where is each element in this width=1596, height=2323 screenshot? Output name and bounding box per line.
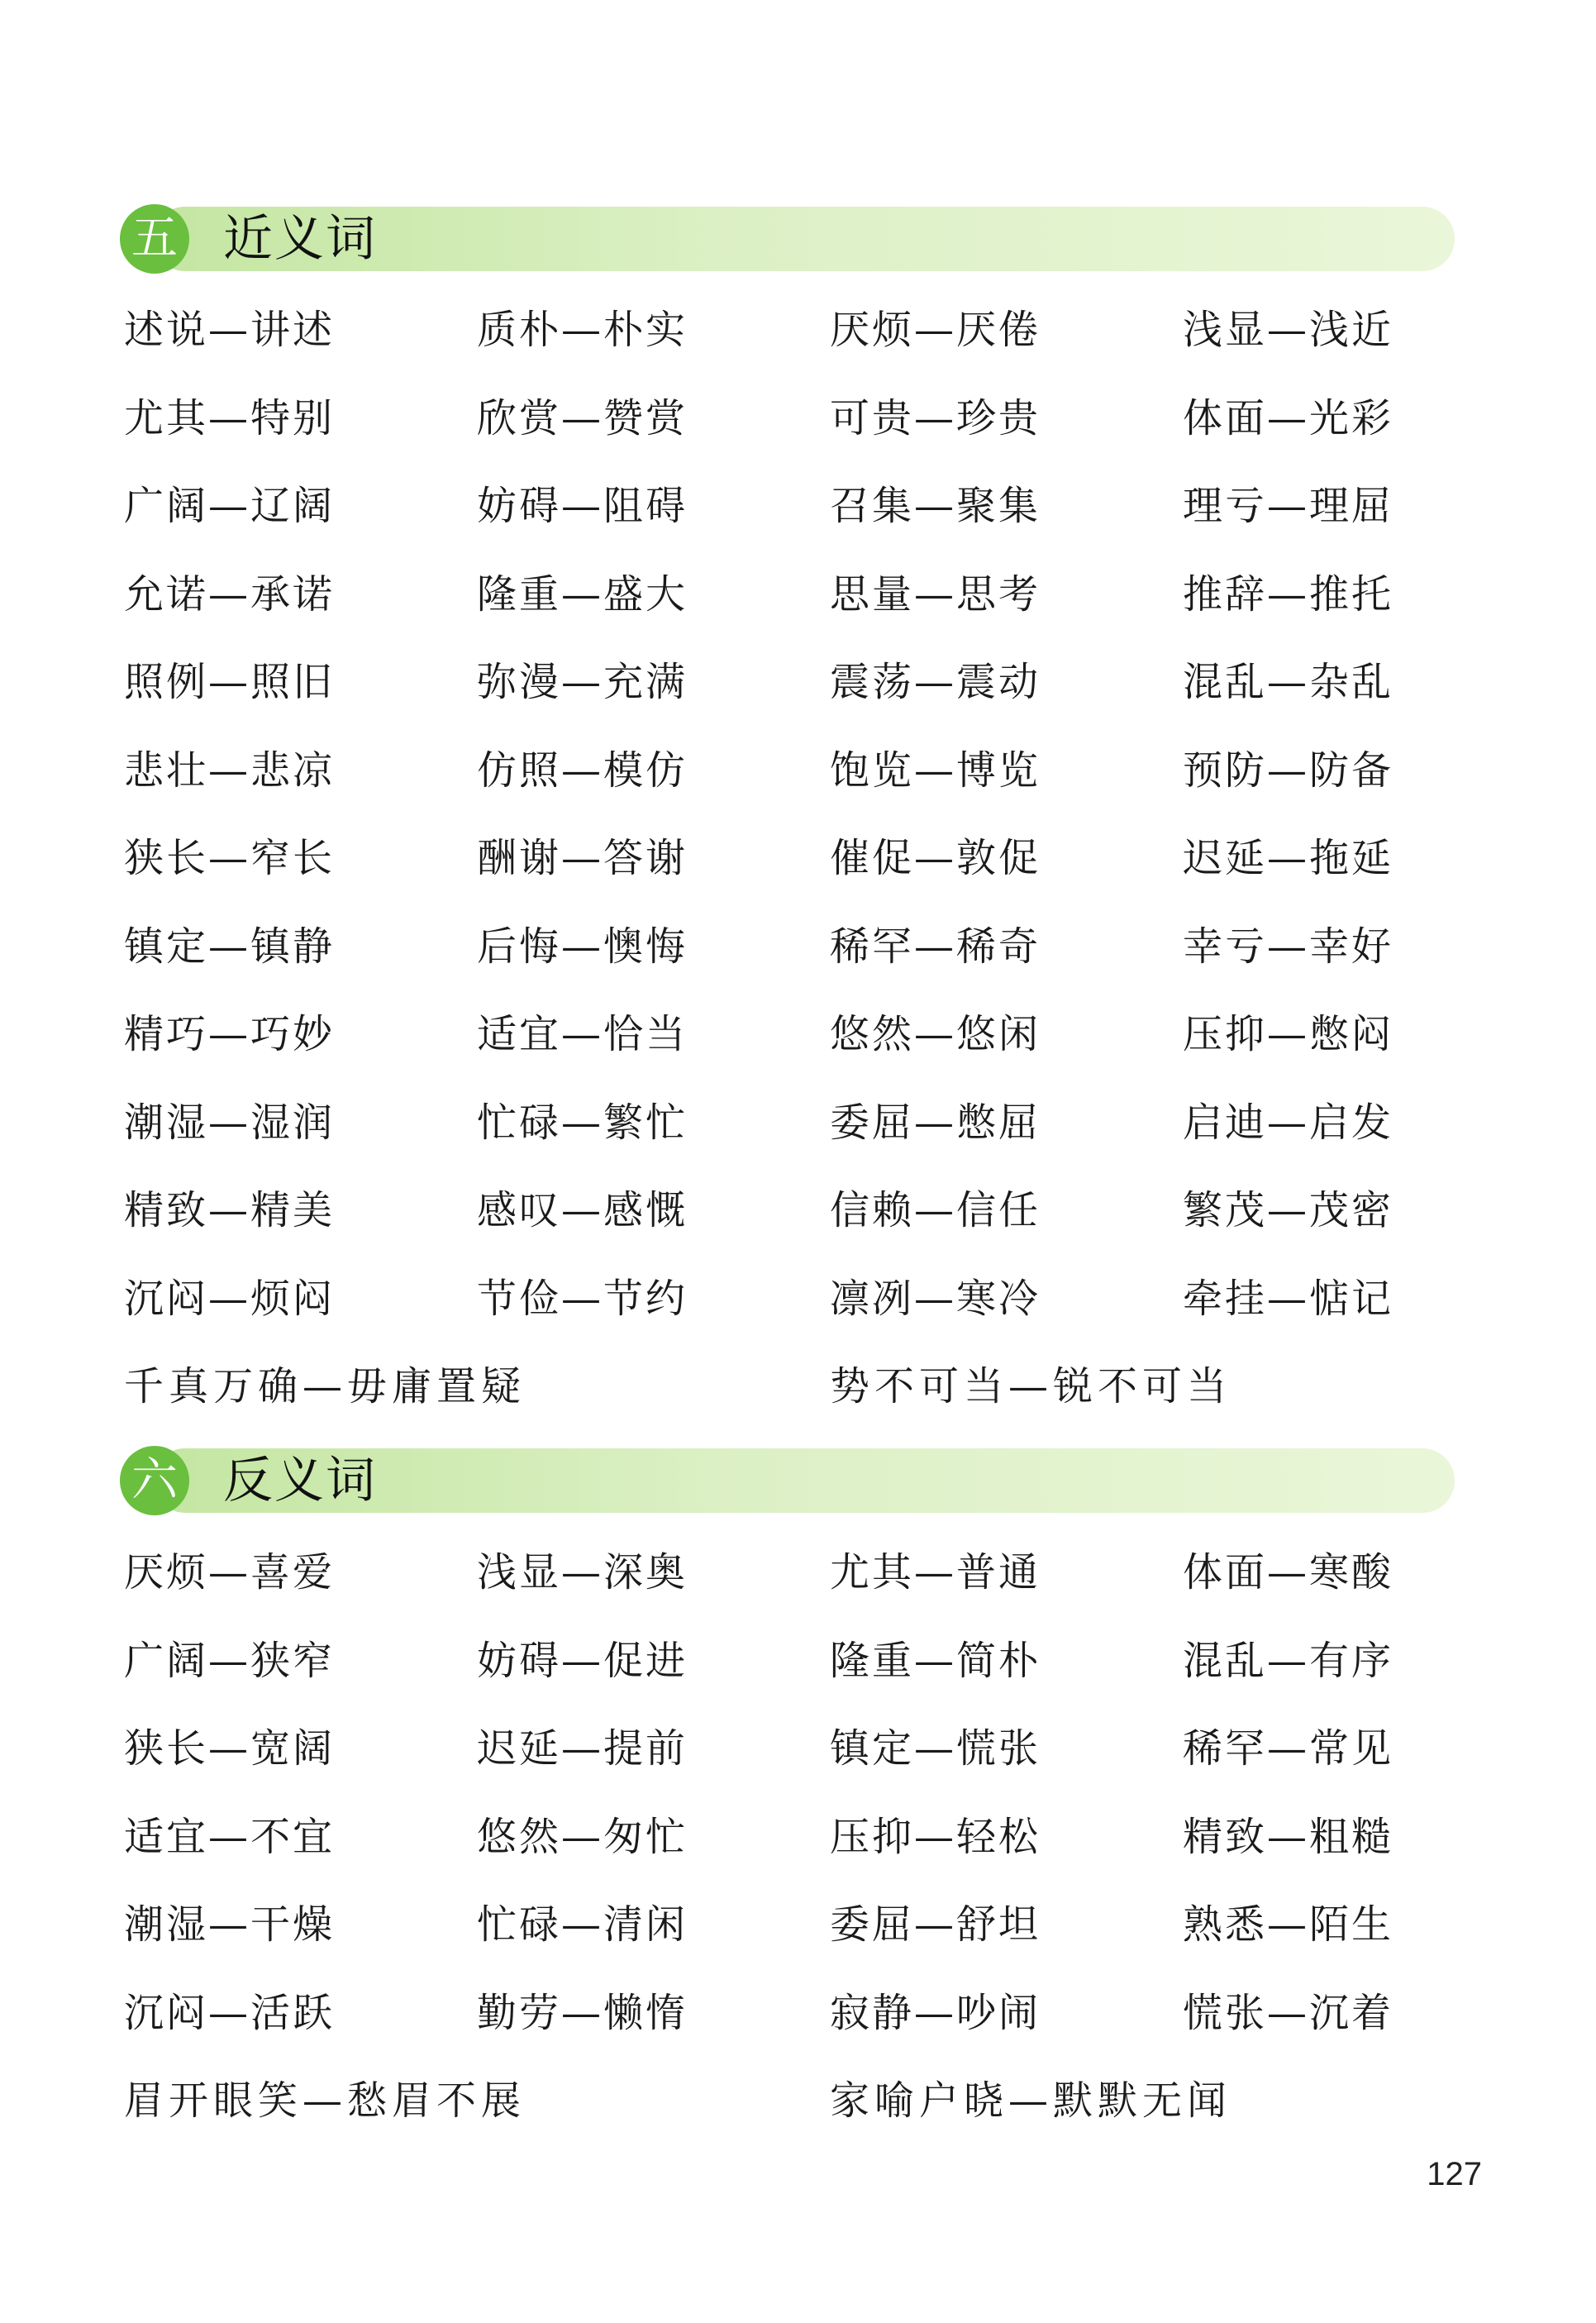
section-header-synonyms xyxy=(120,207,1455,271)
antonym-pair: 悠然—匆忙 xyxy=(477,1813,688,1860)
synonym-pair: 召集—聚集 xyxy=(830,483,1041,529)
synonym-pair: 悠然—悠闲 xyxy=(830,1011,1041,1057)
antonym-pair: 广阔—狭窄 xyxy=(124,1637,336,1684)
antonym-pair: 沉闷—活跃 xyxy=(124,1989,336,2036)
synonym-pair: 幸亏—幸好 xyxy=(1183,923,1394,970)
synonym-pair: 妨碍—阻碍 xyxy=(477,483,688,529)
section-title: 反义词 xyxy=(223,1452,377,1510)
synonym-pair: 凛冽—寒冷 xyxy=(830,1275,1041,1322)
synonym-pair: 混乱—杂乱 xyxy=(1183,659,1394,705)
antonym-pair: 寂静—吵闹 xyxy=(830,1989,1041,2036)
synonym-pair: 迟延—拖延 xyxy=(1183,835,1394,881)
synonym-pair: 质朴—朴实 xyxy=(477,307,688,353)
antonym-pair: 混乱—有序 xyxy=(1183,1637,1394,1684)
synonym-pair: 体面—光彩 xyxy=(1183,394,1394,441)
section-title: 近义词 xyxy=(223,210,377,268)
synonym-pair: 允诺—承诺 xyxy=(124,570,336,618)
synonym-pair: 浅显—浅近 xyxy=(1183,307,1394,353)
synonym-pair: 预防—防备 xyxy=(1183,747,1394,794)
synonym-pair: 弥漫—充满 xyxy=(477,659,688,705)
antonym-pair: 勤劳—懒惰 xyxy=(477,1989,688,2036)
synonym-pair: 委屈—憋屈 xyxy=(830,1099,1041,1146)
antonym-idiom-row xyxy=(124,2057,1446,2145)
synonym-pair: 压抑—憋闷 xyxy=(1183,1011,1394,1057)
synonym-pair: 信赖—信任 xyxy=(830,1187,1041,1233)
antonym-pair: 隆重—简朴 xyxy=(830,1637,1041,1684)
synonym-pair: 稀罕—稀奇 xyxy=(830,923,1041,970)
antonym-pair: 厌烦—喜爱 xyxy=(124,1549,336,1596)
synonym-pair: 精致—精美 xyxy=(124,1187,336,1233)
antonym-grid xyxy=(124,1529,1413,2057)
antonym-pair: 体面—寒酸 xyxy=(1183,1549,1394,1596)
synonym-pair: 潮湿—湿润 xyxy=(124,1099,336,1146)
antonym-pair: 迟延—提前 xyxy=(477,1725,688,1772)
synonym-pair: 适宜—恰当 xyxy=(477,1011,688,1057)
antonym-pair: 委屈—舒坦 xyxy=(830,1901,1041,1948)
synonym-pair: 节俭—节约 xyxy=(477,1275,688,1322)
antonym-pair: 熟悉—陌生 xyxy=(1183,1901,1394,1948)
synonym-pair: 沉闷—烦闷 xyxy=(124,1275,336,1322)
antonym-pair: 稀罕—常见 xyxy=(1183,1725,1394,1772)
synonym-pair: 悲壮—悲凉 xyxy=(124,747,336,794)
synonym-pair: 镇定—镇静 xyxy=(124,923,336,970)
synonym-pair: 繁茂—茂密 xyxy=(1183,1187,1394,1233)
synonym-pair: 牵挂—惦记 xyxy=(1183,1275,1394,1322)
section-header-antonyms xyxy=(120,1448,1455,1513)
idiom-pair: 家喻户晓—默默无闻 xyxy=(830,2077,1232,2124)
antonym-pair: 尤其—普通 xyxy=(830,1549,1041,1596)
section-number-badge: 五 xyxy=(120,204,189,274)
synonym-pair: 欣赏—赞赏 xyxy=(477,394,688,441)
antonym-pair: 忙碌—清闲 xyxy=(477,1901,688,1948)
synonym-pair: 忙碌—繁忙 xyxy=(477,1099,688,1146)
synonym-pair: 仿照—模仿 xyxy=(477,747,688,794)
antonym-pair: 压抑—轻松 xyxy=(830,1813,1041,1860)
idiom-pair: 眉开眼笑—愁眉不展 xyxy=(124,2077,526,2124)
synonym-pair: 厌烦—厌倦 xyxy=(830,307,1041,353)
synonym-pair: 可贵—珍贵 xyxy=(830,394,1041,441)
synonym-pair: 感叹—感慨 xyxy=(477,1187,688,1233)
idiom-pair: 势不可当—锐不可当 xyxy=(830,1363,1232,1410)
synonym-pair: 广阔—辽阔 xyxy=(124,483,336,529)
antonym-pair: 狭长—宽阔 xyxy=(124,1725,336,1772)
section-number-badge: 六 xyxy=(120,1446,189,1515)
antonym-pair: 妨碍—促进 xyxy=(477,1637,688,1684)
antonym-pair: 潮湿—干燥 xyxy=(124,1901,336,1948)
idiom-pair: 千真万确—毋庸置疑 xyxy=(124,1363,526,1410)
synonym-pair: 狭长—窄长 xyxy=(124,835,336,881)
synonym-pair: 理亏—理屈 xyxy=(1183,483,1394,529)
antonym-pair: 精致—粗糙 xyxy=(1183,1813,1394,1860)
synonym-pair: 隆重—盛大 xyxy=(477,570,688,618)
synonym-pair: 饱览—博览 xyxy=(830,747,1041,794)
synonym-pair: 酬谢—答谢 xyxy=(477,835,688,881)
synonym-pair: 精巧—巧妙 xyxy=(124,1011,336,1057)
synonym-pair: 照例—照旧 xyxy=(124,659,336,705)
antonym-pair: 镇定—慌张 xyxy=(830,1725,1041,1772)
synonym-pair: 催促—敦促 xyxy=(830,835,1041,881)
synonym-idiom-row xyxy=(124,1343,1446,1431)
synonym-pair: 思量—思考 xyxy=(830,570,1041,618)
synonym-pair: 启迪—启发 xyxy=(1183,1099,1394,1146)
synonym-pair: 述说—讲述 xyxy=(124,307,336,353)
synonym-pair: 推辞—推托 xyxy=(1183,570,1394,618)
page-number: 127 xyxy=(1427,2156,1482,2192)
antonym-pair: 浅显—深奥 xyxy=(477,1549,688,1596)
synonym-pair: 震荡—震动 xyxy=(830,659,1041,705)
antonym-pair: 适宜—不宜 xyxy=(124,1813,336,1860)
synonym-pair: 尤其—特别 xyxy=(124,394,336,441)
synonym-pair: 后悔—懊悔 xyxy=(477,923,688,970)
synonym-grid xyxy=(124,286,1413,1343)
antonym-pair: 慌张—沉着 xyxy=(1183,1989,1394,2036)
